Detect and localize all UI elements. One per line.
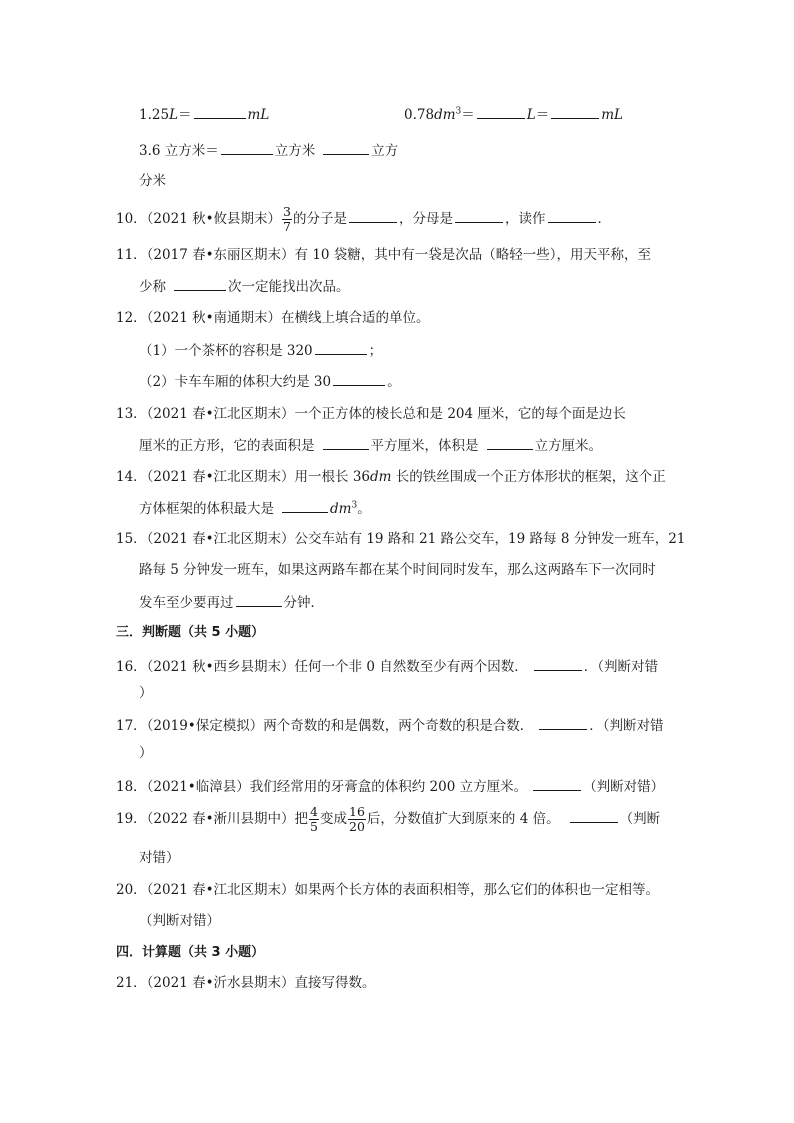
answer-blank[interactable]	[548, 208, 596, 223]
question-13	[116, 404, 626, 424]
question-text: 平方厘米，体积是	[370, 438, 479, 454]
question-text: 11．（2017 春•东丽区期末）有 10 袋糖，其中有一袋是次品（略轻一些），用天平称，至	[116, 247, 652, 263]
question-19-line2	[139, 848, 180, 868]
conversion-continuation	[139, 171, 166, 191]
question-text: 变成	[320, 811, 347, 827]
question-text: ．	[597, 211, 611, 227]
answer-blank[interactable]	[533, 776, 581, 791]
unit-text: L	[526, 107, 536, 123]
answer-blank[interactable]	[570, 808, 618, 823]
answer-blank[interactable]	[236, 592, 282, 607]
question-12-part1	[139, 340, 382, 361]
fraction-denominator: 5	[310, 819, 318, 834]
fraction-numerator: 3	[283, 203, 291, 219]
question-text: （2）卡车车厢的体积大约是 30	[139, 374, 332, 390]
question-text: 17．（2019•保定模拟）两个奇数的和是偶数，两个奇数的积是合数．	[116, 718, 534, 734]
question-text: ．（判断对错	[589, 718, 664, 734]
answer-blank[interactable]	[282, 498, 328, 513]
conversion-cubic-meter	[139, 140, 398, 161]
answer-blank[interactable]	[221, 140, 273, 155]
answer-blank[interactable]	[174, 276, 226, 291]
question-number: 10．（2021 秋•攸县期末）	[116, 211, 282, 227]
unit-text: 分米	[139, 173, 166, 189]
question-20-line2	[139, 911, 220, 931]
question-12-part2	[139, 371, 401, 392]
question-text: 18．（2021•临漳县）我们经常用的牙膏盒的体积约 200 立方厘米。	[116, 779, 528, 795]
question-text: 长的铁丝围成一个正方体形状的框架，这个正	[391, 469, 666, 485]
unit-text: mL	[247, 107, 270, 123]
value-text: 1.25	[139, 107, 170, 123]
answer-blank[interactable]	[487, 435, 533, 450]
question-text: ）	[139, 745, 153, 761]
answer-blank[interactable]	[539, 715, 587, 730]
question-12	[116, 308, 430, 328]
question-text: 厘米的正方形，它的表面积是	[139, 438, 315, 454]
answer-blank[interactable]	[349, 208, 397, 223]
conversion-liter-to-ml	[139, 104, 269, 125]
question-text: ．（判断对错	[583, 659, 658, 675]
question-text: （判断	[619, 811, 661, 827]
equals-sign: ＝	[461, 107, 475, 123]
exponent: 3	[455, 106, 462, 117]
answer-blank[interactable]	[477, 104, 525, 119]
answer-blank[interactable]	[194, 104, 246, 119]
answer-blank[interactable]	[323, 435, 369, 450]
question-text: 对错）	[139, 850, 180, 866]
exponent: 3	[351, 500, 358, 511]
question-text: 发车至少要再过	[139, 595, 234, 611]
question-15-line3	[139, 592, 324, 613]
answer-blank[interactable]	[455, 208, 503, 223]
unit-text: dm	[434, 107, 456, 123]
question-text: 方体框架的体积最大是	[139, 501, 274, 517]
section-heading-judgment	[116, 623, 264, 643]
answer-blank[interactable]	[551, 104, 599, 119]
question-text: 少称	[139, 279, 166, 295]
unit-text: dm	[330, 501, 352, 517]
question-text: 分钟．	[283, 595, 324, 611]
fraction-numerator: 4	[310, 803, 318, 819]
question-14	[116, 467, 666, 487]
question-21	[116, 973, 376, 993]
unit-text: 立方米	[274, 143, 316, 159]
question-10	[116, 204, 611, 234]
question-text: 。	[387, 374, 401, 390]
section-title: 四．计算题（共 3 小题）	[116, 945, 265, 960]
question-text: （判断对错）	[139, 913, 220, 929]
question-text: ；	[368, 343, 383, 359]
fraction-denominator: 7	[283, 219, 291, 234]
question-20	[116, 880, 659, 900]
question-text: 15．（2021 春•江北区期末）公交车站有 19 路和 21 路公交车，19 路每 8 分钟发一班车，21	[116, 531, 686, 547]
question-text: ，分母是	[399, 211, 453, 227]
fraction	[282, 203, 292, 234]
answer-blank[interactable]	[315, 340, 367, 355]
unit-text: mL	[601, 107, 623, 123]
question-16	[116, 656, 658, 677]
question-13-line2	[139, 435, 602, 456]
question-text: 19．（2022 春•淅川县期中）把	[116, 811, 309, 827]
conversion-dm3-to-l-ml	[404, 104, 623, 125]
question-text: ，读作	[505, 211, 546, 227]
question-text: 12．（2021 秋•南通期末）在横线上填合适的单位。	[116, 310, 430, 326]
unit-text: dm	[370, 469, 392, 485]
question-14-line2	[139, 498, 371, 519]
question-17-line2	[139, 743, 153, 763]
unit-text: 立方	[371, 143, 399, 159]
question-text: 的分子是	[293, 211, 347, 227]
answer-blank[interactable]	[534, 656, 582, 671]
answer-blank[interactable]	[323, 140, 369, 155]
value-text: 0.78	[404, 107, 435, 123]
question-text: 20．（2021 春•江北区期末）如果两个长方体的表面积相等，那么它们的体积也一定相等。	[116, 882, 660, 898]
equals-sign: ＝	[178, 107, 192, 123]
question-text: 次一定能找出次品。	[228, 279, 350, 295]
answer-blank[interactable]	[333, 371, 385, 386]
question-16-line2	[139, 683, 153, 703]
fraction	[309, 803, 319, 834]
question-15-line2	[139, 560, 656, 580]
section-title: 三．判断题（共 5 小题）	[116, 625, 265, 640]
question-text: ）	[139, 685, 153, 701]
fraction	[348, 803, 366, 834]
equals-sign: ＝	[535, 107, 550, 123]
question-text: 21．（2021 春•沂水县期末）直接写得数。	[116, 975, 376, 991]
question-text: 后，分数值扩大到原来的 4 倍。	[366, 811, 560, 827]
question-text: （1）一个茶杯的容积是 320	[139, 343, 313, 359]
question-text: 。	[357, 501, 371, 517]
question-text: 16．（2021 秋•西乡县期末）任何一个非 0 自然数至少有两个因数．	[116, 659, 528, 675]
question-11	[116, 245, 651, 265]
question-18	[116, 776, 664, 797]
question-19	[116, 804, 660, 834]
value-text: 3.6 立方米＝	[139, 143, 219, 159]
fraction-numerator: 16	[349, 803, 365, 819]
question-15	[116, 529, 685, 549]
question-11-line2	[139, 276, 350, 297]
question-text: （判断对错）	[583, 779, 665, 795]
section-heading-calculation	[116, 943, 264, 963]
question-text: 立方厘米。	[534, 438, 602, 454]
fraction-denominator: 20	[349, 819, 365, 834]
question-text: 路每 5 分钟发一班车，如果这两路车都在某个时间同时发车，那么这两路车下一次同时	[139, 562, 656, 578]
question-text: 13．（2021 春•江北区期末）一个正方体的棱长总和是 204 厘米，它的每个面是边长	[116, 406, 626, 422]
question-17	[116, 715, 664, 736]
question-text: 14．（2021 春•江北区期末）用一根长 36	[116, 469, 371, 485]
unit-text: L	[169, 107, 179, 123]
